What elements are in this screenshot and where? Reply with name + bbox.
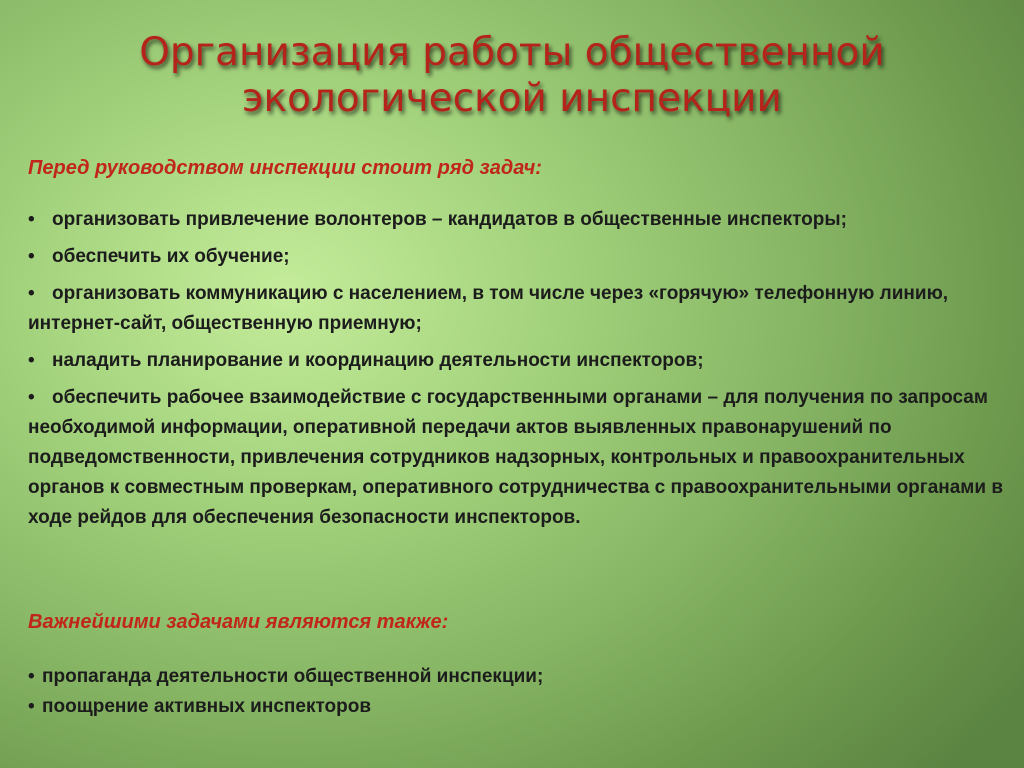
- slide-title-line-2: экологической инспекции: [242, 76, 782, 121]
- list-item: [28, 346, 1003, 376]
- slide-title: [0, 30, 1024, 122]
- list-item: [28, 692, 1003, 722]
- list-item-text: пропаганда деятельности общественной инспекции;: [42, 666, 544, 687]
- bullet-icon: •: [28, 350, 35, 371]
- section-heading-main-tasks: Важнейшими задачами являются также:: [28, 611, 449, 633]
- bullet-icon: •: [28, 387, 35, 408]
- bullet-icon: •: [28, 283, 35, 304]
- list-item-text: поощрение активных инспекторов: [42, 696, 372, 717]
- list-item: [28, 279, 1003, 339]
- list-item: [28, 205, 1003, 235]
- bullet-icon: •: [28, 246, 35, 267]
- list-item-text: организовать привлечение волонтеров – кандидатов в общественные инспекторы;: [52, 209, 847, 230]
- list-item-text: обеспечить их обучение;: [52, 246, 290, 267]
- list-item: [28, 242, 1003, 272]
- section-heading-tasks: Перед руководством инспекции стоит ряд задач:: [28, 157, 542, 179]
- slide-title-line-1: Организация работы общественной: [139, 30, 885, 75]
- list-item: [28, 662, 1003, 692]
- list-item: [28, 383, 1003, 533]
- list-item-text: обеспечить рабочее взаимодействие с государственными органами – для получения по запросам необходимой информации, оперативной передачи актов выявленных правонарушений по подведомственности, привлечения сотрудников надзорных, контрольных и правоохранительных органов к совместным проверкам, оперативного сотрудничества с правоохранительными органами в ходе рейдов для обеспечения безопасности инспекторов.: [28, 387, 1003, 528]
- bullet-icon: •: [28, 696, 35, 717]
- task-list: [28, 205, 1003, 540]
- main-task-list: [28, 662, 1003, 722]
- bullet-icon: •: [28, 209, 35, 230]
- list-item-text: организовать коммуникацию с населением, в том числе через «горячую» телефонную линию, интернет-сайт, общественную приемную;: [28, 283, 949, 334]
- list-item-text: наладить планирование и координацию деятельности инспекторов;: [52, 350, 704, 371]
- bullet-icon: •: [28, 666, 35, 687]
